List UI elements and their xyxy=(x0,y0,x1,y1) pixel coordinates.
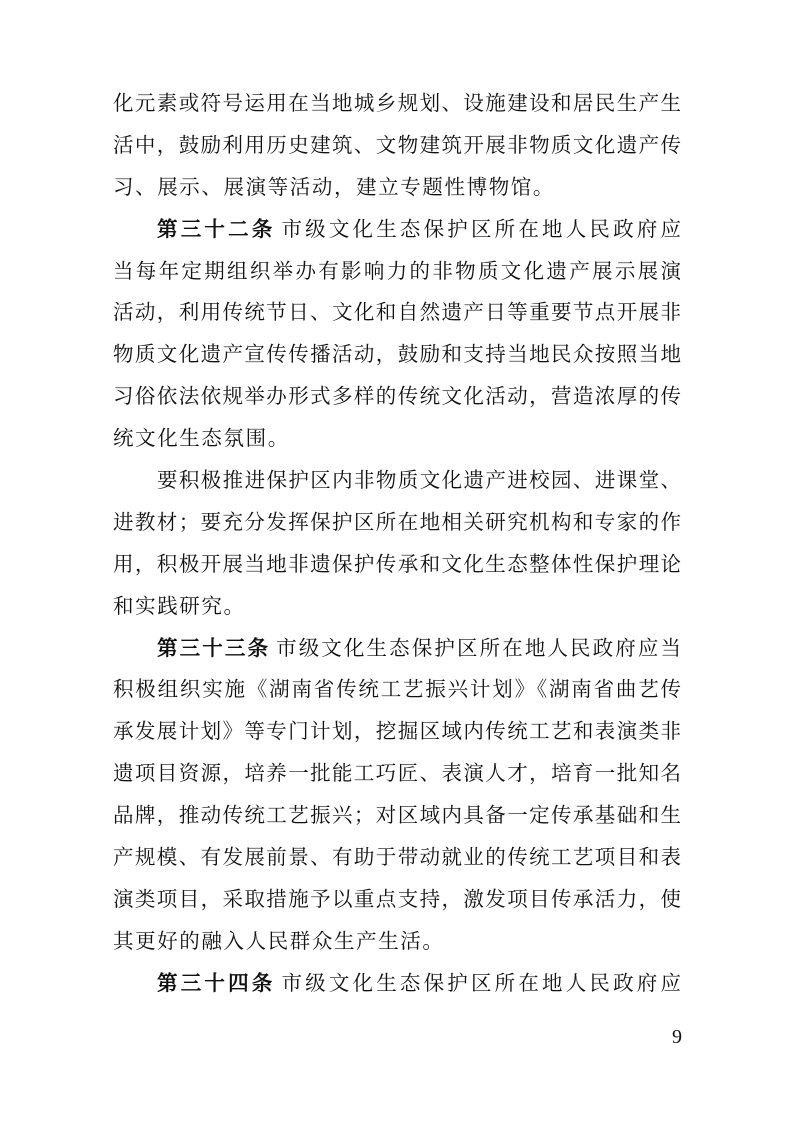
article-paragraph xyxy=(113,209,681,460)
line-text: 化元素或符号运用在当地城乡规划、设施建设和居民生产生 xyxy=(113,91,681,115)
text-line xyxy=(113,837,681,879)
text-line xyxy=(113,879,681,921)
article-heading: 第三十四条 xyxy=(157,970,276,995)
line-text: 积极组织实施《湖南省传统工艺振兴计划》《湖南省曲艺传 xyxy=(113,677,681,702)
line-text: 其更好的融入人民群众生产生活。 xyxy=(113,928,445,953)
text-line xyxy=(113,669,681,711)
paragraph xyxy=(113,460,681,628)
line-text: 习俗依法依规举办形式多样的传统文化活动，营造浓厚的传 xyxy=(113,384,681,409)
line-text: 品牌，推动传统工艺振兴；对区域内具备一定传承基础和生 xyxy=(113,803,681,828)
line-text: 习、展示、展演等活动，建立专题性博物馆。 xyxy=(113,174,555,199)
text-line xyxy=(113,795,681,837)
text-line xyxy=(113,209,681,251)
text-line xyxy=(113,334,681,376)
article-heading: 第三十二条 xyxy=(157,216,276,241)
article-paragraph xyxy=(113,963,681,1005)
line-text: 市级文化生态保护区所在地人民政府应 xyxy=(281,216,681,241)
text-line xyxy=(113,963,681,1005)
line-text: 市级文化生态保护区所在地人民政府应 xyxy=(281,970,681,995)
text-line xyxy=(113,376,681,418)
line-text: 活动，利用传统节日、文化和自然遗产日等重要节点开展非 xyxy=(113,300,681,325)
text-line xyxy=(113,167,681,209)
article-paragraph xyxy=(113,628,681,963)
line-text: 和实践研究。 xyxy=(113,593,246,618)
line-text: 活中，鼓励利用历史建筑、文物建筑开展非物质文化遗产传 xyxy=(113,132,681,157)
line-text: 产规模、有发展前景、有助于带动就业的传统工艺项目和表 xyxy=(113,845,681,870)
line-text: 遗项目资源，培养一批能工巧匠、表演人才，培育一批知名 xyxy=(113,761,681,786)
text-line xyxy=(113,460,681,502)
text-line xyxy=(113,586,681,628)
line-text: 进教材；要充分发挥保护区所在地相关研究机构和专家的作 xyxy=(113,509,681,534)
paragraph xyxy=(113,83,681,209)
text-line xyxy=(113,502,681,544)
line-text: 要积极推进保护区内非物质文化遗产进校园、进课堂、 xyxy=(157,468,681,493)
line-text: 当每年定期组织举办有影响力的非物质文化遗产展示展演 xyxy=(113,258,681,283)
text-line xyxy=(113,292,681,334)
document-body xyxy=(113,83,681,1005)
page-number: 9 xyxy=(672,1026,682,1048)
line-text: 统文化生态氛围。 xyxy=(113,426,290,451)
text-line xyxy=(113,125,681,167)
line-text: 用，积极开展当地非遗保护传承和文化生态整体性保护理论 xyxy=(113,551,681,576)
text-line xyxy=(113,418,681,460)
text-line xyxy=(113,251,681,293)
text-line xyxy=(113,628,681,670)
line-text: 物质文化遗产宣传传播活动，鼓励和支持当地民众按照当地 xyxy=(113,342,681,367)
line-text: 演类项目，采取措施予以重点支持，激发项目传承活力，使 xyxy=(113,886,681,911)
text-line xyxy=(113,711,681,753)
line-text: 承发展计划》等专门计划，挖掘区域内传统工艺和表演类非 xyxy=(113,719,681,744)
text-line xyxy=(113,544,681,586)
article-heading: 第三十三条 xyxy=(157,635,271,660)
text-line xyxy=(113,83,681,125)
text-line xyxy=(113,753,681,795)
line-text: 市级文化生态保护区所在地人民政府应当 xyxy=(276,635,682,660)
text-line xyxy=(113,921,681,963)
